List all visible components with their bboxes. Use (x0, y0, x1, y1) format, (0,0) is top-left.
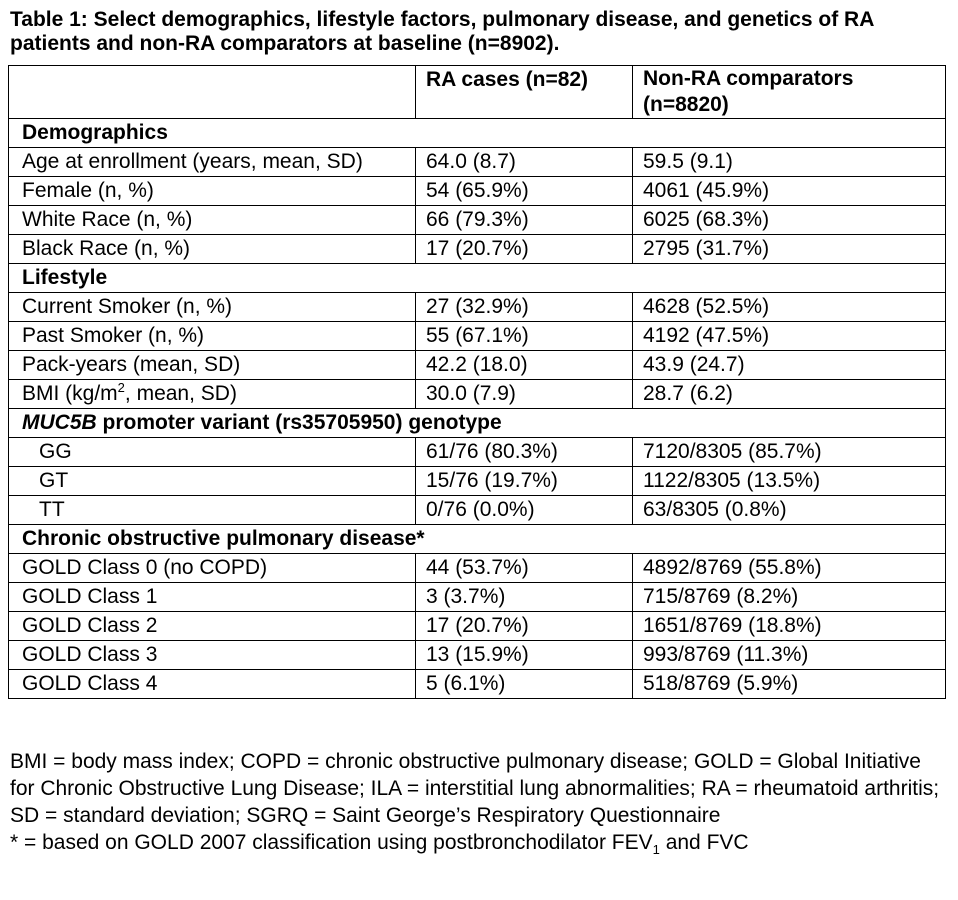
muc5b-gene-name: MUC5B (22, 411, 97, 434)
muc5b-section-rest: promoter variant (rs35705950) genotype (96, 411, 502, 434)
row-label: TT (9, 496, 416, 525)
table-row (9, 177, 946, 206)
section-row (9, 264, 946, 293)
non-ra-value: 1122/8305 (13.5%) (633, 467, 946, 496)
section-lifestyle: Lifestyle (9, 264, 946, 293)
bmi-label-pre: BMI (kg/m (22, 382, 118, 405)
footnote-post: and FVC (659, 831, 749, 854)
non-ra-value: 993/8769 (11.3%) (633, 641, 946, 670)
non-ra-value: 715/8769 (8.2%) (633, 583, 946, 612)
row-label: GOLD Class 4 (9, 670, 416, 699)
non-ra-value: 43.9 (24.7) (633, 351, 946, 380)
table-row (9, 235, 946, 264)
table-row (9, 438, 946, 467)
ra-value: 66 (79.3%) (416, 206, 633, 235)
table-row (9, 554, 946, 583)
row-label: GOLD Class 3 (9, 641, 416, 670)
ra-value: 17 (20.7%) (416, 235, 633, 264)
non-ra-value: 4061 (45.9%) (633, 177, 946, 206)
table-caption: Table 1: Select demographics, lifestyle factors, pulmonary disease, and genetics of RA patients and non-RA comparators at baseline (n=8902). (10, 8, 874, 55)
ra-value: 54 (65.9%) (416, 177, 633, 206)
non-ra-value: 59.5 (9.1) (633, 148, 946, 177)
abbreviations-note: BMI = body mass index; COPD = chronic obstructive pulmonary disease; GOLD = Global Initiative for Chronic Obstructive Lung Disease; ILA = interstitial lung abnormalities; RA = rheumatoid arthritis; SD = standard deviation; SGRQ = Saint George’s Respiratory Questionnaire (10, 750, 940, 827)
table-row (9, 641, 946, 670)
row-label: GOLD Class 2 (9, 612, 416, 641)
footnote-pre: * = based on GOLD 2007 classification using postbronchodilator FEV (10, 831, 653, 854)
gold-footnote (10, 829, 940, 856)
ra-value: 5 (6.1%) (416, 670, 633, 699)
non-ra-value: 63/8305 (0.8%) (633, 496, 946, 525)
section-row (9, 409, 946, 438)
footnote-sub: 1 (652, 842, 660, 858)
non-ra-value: 2795 (31.7%) (633, 235, 946, 264)
non-ra-value: 4892/8769 (55.8%) (633, 554, 946, 583)
ra-value: 17 (20.7%) (416, 612, 633, 641)
non-ra-value: 7120/8305 (85.7%) (633, 438, 946, 467)
table-row (9, 612, 946, 641)
ra-value: 64.0 (8.7) (416, 148, 633, 177)
row-label: Age at enrollment (years, mean, SD) (9, 148, 416, 177)
table-row (9, 206, 946, 235)
non-ra-value: 4628 (52.5%) (633, 293, 946, 322)
row-label: GOLD Class 0 (no COPD) (9, 554, 416, 583)
table-row (9, 351, 946, 380)
non-ra-value: 4192 (47.5%) (633, 322, 946, 351)
row-label: Female (n, %) (9, 177, 416, 206)
non-ra-value: 518/8769 (5.9%) (633, 670, 946, 699)
table-row (9, 293, 946, 322)
ra-value: 27 (32.9%) (416, 293, 633, 322)
header-ra-cases: RA cases (n=82) (416, 66, 633, 119)
ra-value: 13 (15.9%) (416, 641, 633, 670)
table-notes (10, 748, 940, 856)
bmi-label-sup: 2 (117, 380, 125, 395)
header-empty-cell (9, 66, 416, 119)
table-row (9, 380, 946, 409)
ra-value: 3 (3.7%) (416, 583, 633, 612)
section-row (9, 525, 946, 554)
ra-value: 44 (53.7%) (416, 554, 633, 583)
table-row (9, 322, 946, 351)
section-demographics: Demographics (9, 119, 946, 148)
row-label: Black Race (n, %) (9, 235, 416, 264)
non-ra-value: 28.7 (6.2) (633, 380, 946, 409)
table-row (9, 467, 946, 496)
ra-value: 0/76 (0.0%) (416, 496, 633, 525)
non-ra-value: 1651/8769 (18.8%) (633, 612, 946, 641)
ra-value: 42.2 (18.0) (416, 351, 633, 380)
row-label: Past Smoker (n, %) (9, 322, 416, 351)
ra-value: 15/76 (19.7%) (416, 467, 633, 496)
row-label: Pack-years (mean, SD) (9, 351, 416, 380)
table-row (9, 583, 946, 612)
ra-value: 30.0 (7.9) (416, 380, 633, 409)
non-ra-value: 6025 (68.3%) (633, 206, 946, 235)
table-row (9, 670, 946, 699)
header-non-ra: Non-RA comparators (n=8820) (633, 66, 946, 119)
row-label: GG (9, 438, 416, 467)
ra-value: 55 (67.1%) (416, 322, 633, 351)
row-label: White Race (n, %) (9, 206, 416, 235)
section-copd: Chronic obstructive pulmonary disease* (9, 525, 946, 554)
header-row (9, 66, 946, 119)
table-row (9, 496, 946, 525)
section-row (9, 119, 946, 148)
row-label (9, 380, 416, 409)
table-row (9, 148, 946, 177)
section-muc5b (9, 409, 946, 438)
demographics-table (8, 65, 946, 699)
row-label: GOLD Class 1 (9, 583, 416, 612)
row-label: Current Smoker (n, %) (9, 293, 416, 322)
ra-value: 61/76 (80.3%) (416, 438, 633, 467)
bmi-label-post: , mean, SD) (124, 382, 237, 405)
row-label: GT (9, 467, 416, 496)
